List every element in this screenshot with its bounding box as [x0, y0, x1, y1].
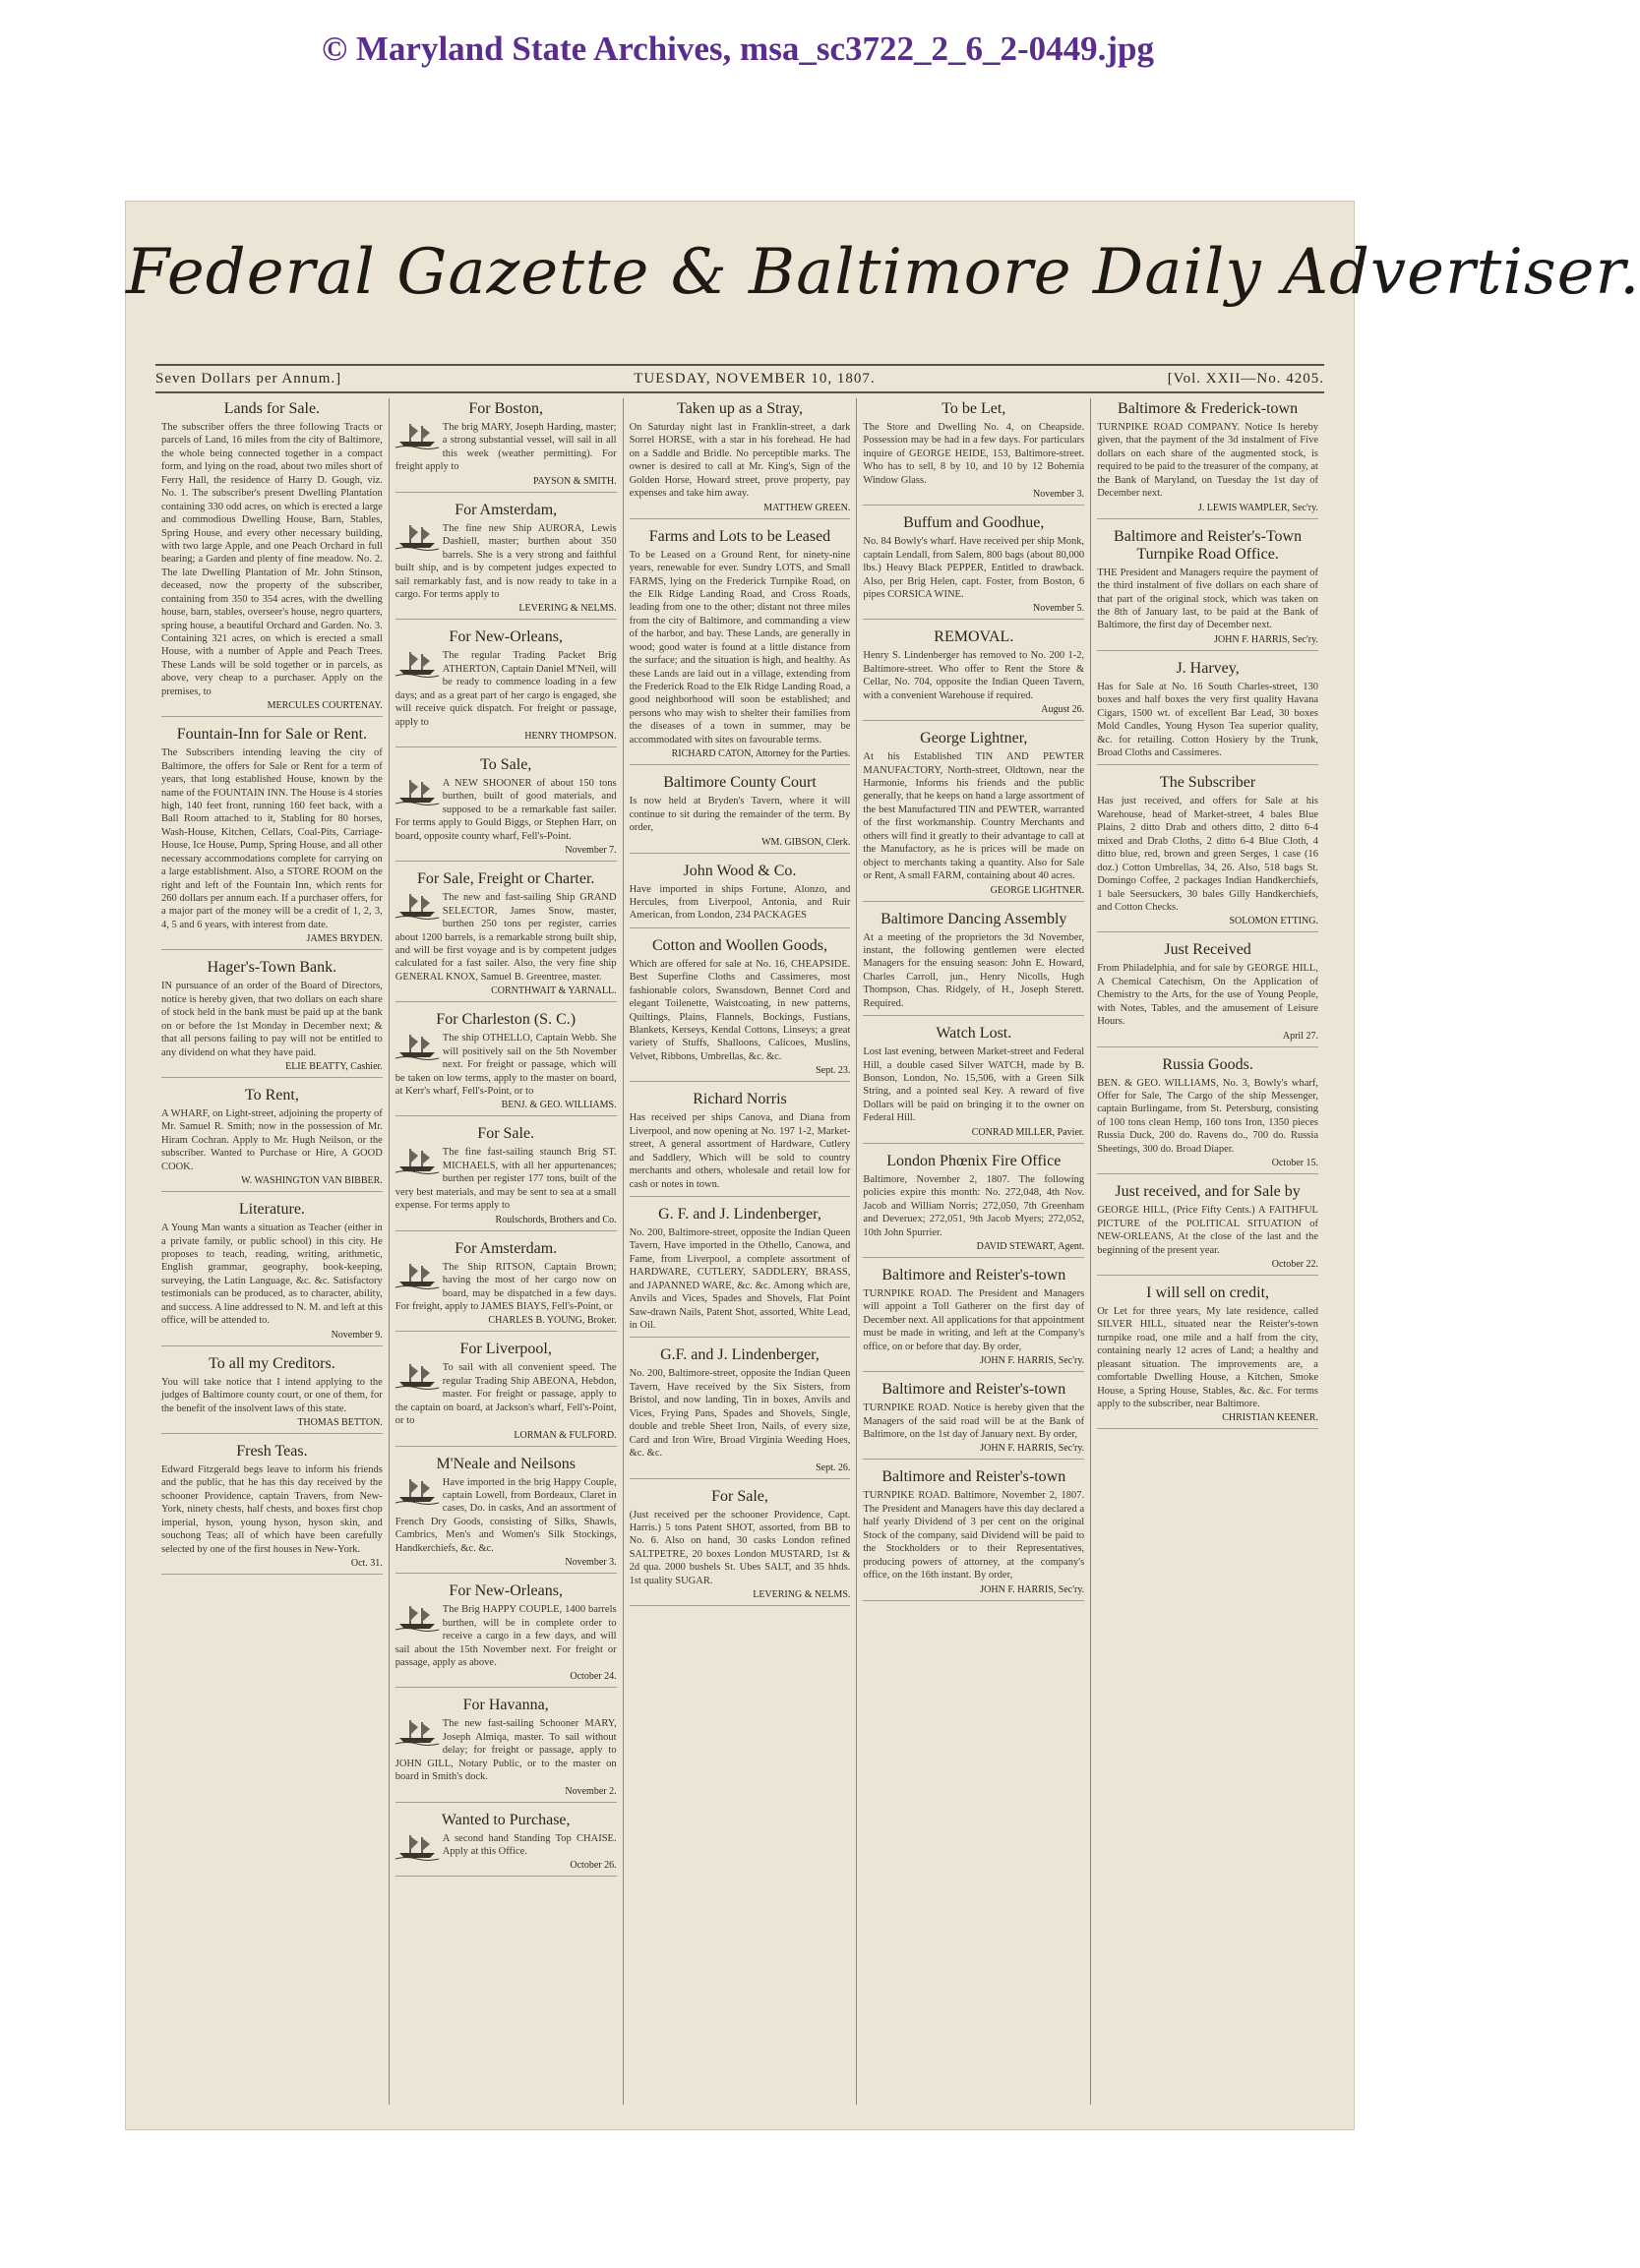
advertisement-title: M'Neale and Neilsons [436, 1455, 576, 1472]
advertisement-body: TURNPIKE ROAD. The President and Managers will appoint a Toll Gatherer on the first day of December next. All applications for that appointment must be made in writing, and left at the Company's office, on or before that day. By order, [863, 1287, 1085, 1352]
advertisement-body: A WHARF, on Light-street, adjoining the property of Mr. Samuel R. Smith; now in the possession of Mr. Hiram Cochran. Apply to Mr. Hugh Neilson, or the subscriber. Wanted to Purchase or Hire, A GOOD COOK. [161, 1107, 383, 1172]
advertisement-body: To be Leased on a Ground Rent, for ninety-nine years, renewable for ever. Sundry LOTS, and Small FARMS, lying on the Frederick Turnpike Road, on the Elk Ridge Landing Road, and Cross Roads, leading from one to the other; distant not three miles from the city of Baltimore, and commanding a view of the harbor, and bay. These Lands, are generally in wood; good water is found at a little distance from the surface; and the situation is high, and healthy. As these Lands are laid out in a village, extending from the Frederick Road to the Elk Ridge Landing Road, a good neighborhood will soon be established; and persons who may wish to shelter their families from the diseases of a town in summer, may be accommodated with sites on favourable terms. [629, 549, 851, 746]
advertisement [630, 528, 851, 766]
advertisement-title: G.F. and J. Lindenberger, [660, 1346, 820, 1364]
advertisement [161, 400, 383, 717]
advertisement [161, 1443, 383, 1575]
advertisement [630, 1346, 851, 1478]
advertisement-title: For Amsterdam. [455, 1239, 558, 1257]
advertisement-body: Have imported in ships Fortune, Alonzo, and Hercules, from Liverpool, Antonia, and Ruir American, from London, 234 PACKAGES [629, 883, 851, 922]
advertisement-body: BEN. & GEO. WILLIAMS, No. 3, Bowly's wharf, Offer for Sale, The Cargo of the ship Messenger, captain Burlingame, from St. Petersburg, consisting of 100 tons clean Hemp, 160 tons Iron, 1350 pieces Russia Duck, 200 do. Ravens do., 700 do. Russia Sheetings, 300 do. Broad Diaper. [1097, 1077, 1318, 1155]
advertisement-signature: MATTHEW GREEN. [763, 502, 851, 513]
advertisement [630, 400, 851, 519]
advertisement [395, 870, 617, 1002]
advertisement [630, 937, 851, 1083]
advertisement-title: Baltimore Dancing Assembly [881, 910, 1067, 927]
advertisement-body: A second hand Standing Top CHAISE. Apply at this Office. [442, 1832, 617, 1857]
advertisement [630, 1206, 851, 1339]
ship-icon [395, 891, 439, 919]
advertisement-title: For Liverpool, [459, 1341, 552, 1358]
advertisement-signature: JAMES BRYDEN. [306, 933, 383, 945]
advertisement-title: G. F. and J. Lindenberger, [658, 1205, 821, 1223]
ship-icon [395, 522, 439, 550]
advertisement [1097, 400, 1318, 519]
advertisement-body: THE President and Managers require the payment of the third instalment of five dollars on each share of that part of the original stock, which was taken on the 8th of January last, to be paid at the Bank of Baltimore, the first day of December next. [1097, 567, 1318, 631]
advertisement-body: At a meeting of the proprietors the 3d November, instant, the following gentlemen were elected Managers for the ensuing season: John E. Howard, Charles Carroll, jun., Henry Nicolls, Hugh Thompson, Chas. Ridgely, of H., Joseph Sterett. Required. [863, 931, 1085, 1009]
advertisement [161, 726, 383, 950]
advertisement [161, 1087, 383, 1192]
advertisement-signature: HENRY THOMPSON. [524, 731, 617, 742]
advertisement [395, 1456, 617, 1575]
advertisement-signature: LEVERING & NELMS. [518, 603, 617, 615]
advertisement-signature: JOHN F. HARRIS, Sec'ry. [980, 1355, 1085, 1367]
advertisement [161, 959, 383, 1078]
advertisement-title: J. Harvey, [1176, 659, 1240, 677]
advertisement-signature: November 2. [565, 1785, 617, 1797]
advertisement [630, 1488, 851, 1607]
volume-number: [Vol. XXII—No. 4205. [1167, 370, 1324, 387]
advertisement-body: The new and fast-sailing Ship GRAND SELECTOR, James Snow, master, burthen 250 tons per register, carries about 1200 barrels, is a remarkable strong built ship, and will be first voyage and is by competent judges calculated for a fast sailer. Also, the very fine ship GENERAL KNOX, Samuel B. Greentree, master. [395, 892, 617, 983]
advertisement-title: To Sale, [480, 756, 532, 773]
advertisement-title: Hager's-Town Bank. [207, 959, 337, 977]
advertisement-signature: October 22. [1271, 1258, 1318, 1270]
advertisement-title: For New-Orleans, [449, 1582, 563, 1600]
advertisement-title: To Rent, [244, 1086, 299, 1104]
advertisement-body: Edward Fitzgerald begs leave to inform his friends and the public, that he has this day received by the schooner Providence, captain Travers, from New-York, ninety chests, half chests, and boxes first chop imperial, hyson, young hyson, hyson skin, and souchong Teas; all of which have been carefully selected by one of the first houses in New-York. [161, 1463, 383, 1555]
advertisement-body: A Young Man wants a situation as Teacher (either in a private family, or public school) in this city. He proposes to teach, reading, writing, arithmetic, English grammar, geography, book-keeping, surveying, the Latin Language, &c. &c. Satisfactory testimonials can be produced, as to character, ability, and success. A line addressed to N. M. and left at this office, will be attended to. [161, 1223, 383, 1327]
advertisement-body: No. 200, Baltimore-street, opposite the Indian Queen Tavern, Have received by the Six Sisters, from Bristol, and now landing, Tin in boxes, Anvils and Vices, Frying Pans, Spades and Shovels, Single, double and treble Sheet Iron, Nails, of every size, Card and Iron Wire, Broad Virginia Weeding Hoes, &c. &c. [629, 1368, 851, 1460]
columns-container [155, 398, 1324, 2105]
advertisement-signature: JOHN F. HARRIS, Sec'ry. [1214, 633, 1318, 645]
advertisement-signature: WM. GIBSON, Clerk. [761, 836, 851, 848]
advertisement-signature: CHARLES B. YOUNG, Broker. [488, 1315, 617, 1327]
ship-icon [395, 1032, 439, 1059]
ship-icon [395, 1603, 439, 1631]
advertisement-body: TURNPIKE ROAD COMPANY. Notice Is hereby given, that the payment of the 3d instalment of Five dollars on each share of the augmented stock, is required to be paid to the treasurer of the company, at the Bank of Maryland, on Tuesday the 1st day of December next. [1097, 422, 1318, 500]
advertisement-title: Literature. [238, 1201, 305, 1219]
ship-icon [395, 1361, 439, 1389]
advertisement [161, 1201, 383, 1346]
advertisement-body: Has just received, and offers for Sale at his Warehouse, head of Market-street, 4 bales Blue Plains, 2 ditto Drab and others ditto, 2 ditto 6-4 mixed and Drab Cloths, 2 ditto 6-4 Blue Cloth, 4 ditto blue, red, brown and green Serges, 1 case (16 doz.) Cotton Umbrellas, 34, 26. Also, 518 bags St. Domingo Coffee, 2 packages Indian Handkerchiefs, 1 bale Seersuckers, 30 bales Gilly Handkerchiefs, and Cotton Checks. [1097, 796, 1318, 913]
advertisement-signature: J. LEWIS WAMPLER, Sec'ry. [1197, 502, 1318, 513]
advertisement-title: John Wood & Co. [683, 862, 797, 879]
advertisement-signature: Oct. 31. [350, 1558, 383, 1569]
ship-icon [395, 1832, 439, 1860]
masthead [126, 236, 1640, 354]
advertisement [395, 1125, 617, 1230]
advertisement [395, 1812, 617, 1878]
advertisement-signature: LORMAN & FULFORD. [514, 1429, 617, 1441]
advertisement-title: Baltimore and Reister's-town [881, 1468, 1066, 1486]
advertisement [630, 863, 851, 928]
advertisement-title: Buffum and Goodhue, [903, 514, 1045, 532]
advertisement [395, 502, 617, 621]
advertisement-signature: CONRAD MILLER, Pavier. [971, 1126, 1085, 1138]
advertisement-signature: JOHN F. HARRIS, Sec'ry. [980, 1443, 1085, 1455]
advertisement [395, 1341, 617, 1446]
advertisement-title: Russia Goods. [1162, 1055, 1253, 1073]
advertisement-body: Baltimore, November 2, 1807. The following policies expire this month: No. 272,048, 4th Nov. Jacob and William Norris; 272,050, 7th Greenham and Deveruex; 272,051, 9th Jacob Myers; 272,052, 10th John Spurrier. [863, 1173, 1085, 1238]
column-1 [155, 398, 390, 2105]
advertisement-title: Baltimore and Reister's-Town Turnpike Road Office. [1114, 527, 1303, 563]
advertisement [395, 1697, 617, 1802]
advertisement-body: The ship OTHELLO, Captain Webb. She will positively sail on the 5th November next. For freight or passage, which will be taken on low terms, apply to the master on board, at Kerr's wharf, Fell's-Point, or to [395, 1033, 617, 1097]
advertisement-body: (Just received per the schooner Providence, Capt. Harris.) 5 tons Patent SHOT, assorted, from BB to No. 6. Also on hand, 30 casks London refined SALTPETRE, 20 boxes London MUSTARD, 1st & 2d qua. 2000 bushels St. Ubes SALT, and 35 hhds. 1st quality SUGAR. [629, 1509, 851, 1586]
advertisement-body: TURNPIKE ROAD. Notice is hereby given that the Managers of the said road will be at the Bank of Baltimore, on the 1st day of January next. By order, [863, 1403, 1085, 1440]
advertisement-signature: November 3. [1032, 489, 1085, 501]
advertisement-title: To all my Creditors. [209, 1354, 335, 1372]
ship-icon [395, 1146, 439, 1173]
dateline [155, 364, 1324, 393]
advertisement-title: Fountain-Inn for Sale or Rent. [176, 726, 368, 744]
advertisement [630, 1091, 851, 1197]
ship-icon [395, 421, 439, 448]
advertisement-body: Is now held at Bryden's Tavern, where it will continue to sit during the remainder of the term. By order, [629, 796, 851, 834]
advertisement-body: Or Let for three years, My late residence, called SILVER HILL, situated near the Reister's-town turnpike road, one mile and a half from the city, containing nearly 12 acres of Land; a healthy and pleasant situation. The improvements are, a comfortable Dwelling House, a Kitchen, Smoke House, a Spring House, Stables, &c. &c. For terms apply to the subscriber, near Baltimore. [1097, 1305, 1318, 1409]
ship-icon [395, 1717, 439, 1745]
advertisement-title: Cotton and Woollen Goods, [652, 936, 827, 954]
advertisement-title: Richard Norris [693, 1091, 787, 1108]
advertisement-title: For Charleston (S. C.) [436, 1011, 577, 1029]
advertisement-body: From Philadelphia, and for sale by GEORGE HILL, A Chemical Catechism, On the Application of Chemistry to the Arts, for the use of Young People, with Notes, Tables, and the amusement of Leisure Hours. [1097, 963, 1318, 1028]
advertisement [1097, 1056, 1318, 1175]
advertisement-signature: MERCULES COURTENAY. [267, 700, 383, 712]
advertisement-signature: SOLOMON ETTING. [1229, 916, 1318, 927]
advertisement-signature: BENJ. & GEO. WILLIAMS. [501, 1100, 617, 1111]
advertisement-body: The Subscribers intending leaving the city of Baltimore, the offers for Sale or Rent for a term of years, that long established House, known by the name of the FOUNTAIN INN. The House is 4 stories high, 140 feet front, running 160 feet back, with a Ball Room attached to it, Stabling for 80 horses, Wash-House, Kitchen, Cellars, Coal-Pits, Carriage-House, Ice House, Pump, Spring House, and all other necessary accommodations complete for carrying on a large establishment. Also, a STORE ROOM on the right and left of the Fountain Inn, which rents for 260 dollars per annum each. If a purchaser offers, for a major part of the money will be a credit of 1, 2, 3, 4, 5 and 6 years, with interest from date. [161, 747, 383, 930]
advertisement-title: REMOVAL. [934, 628, 1014, 646]
advertisement-signature: JOHN F. HARRIS, Sec'ry. [980, 1583, 1085, 1595]
column-5 [1091, 398, 1324, 2105]
subscription-price: Seven Dollars per Annum.] [155, 370, 342, 387]
advertisement-signature: CHRISTIAN KEENER. [1222, 1412, 1318, 1424]
advertisement-title: Baltimore & Frederick-town [1118, 400, 1299, 417]
advertisement [863, 1381, 1084, 1460]
advertisement-signature: Roulschords, Brothers and Co. [495, 1214, 617, 1225]
advertisement-signature: April 27. [1282, 1030, 1318, 1042]
advertisement [161, 1355, 383, 1434]
advertisement [863, 628, 1084, 721]
advertisement-body: Which are offered for sale at No. 16, CHEAPSIDE. Best Superfine Cloths and Cassimeres, most fashionable colors, Swansdown, Bennet Cord and elegant Toilenette, Waistcoating, in new patterns, Quiltings, Plains, Flannels, Bockings, Fustians, Blankets, Kerseys, Kendal Cottons, Linseys; a great variety of Stuffs, Shalloons, Calicoes, Muslins, Velvet, Ribbons, Umbrellas, &c. &c. [629, 958, 851, 1062]
advertisement-signature: November 7. [565, 845, 617, 857]
advertisement-signature: GEORGE LIGHTNER. [990, 884, 1085, 896]
advertisement-body: The Store and Dwelling No. 4, on Cheapside. Possession may be had in a few days. For particulars inquire of GEORGE HEIDE, 153, Baltimore-street. Who has to sell, 8 by 10, and 10 by 12 Bohemia Window Glass. [863, 422, 1085, 486]
advertisement [395, 1582, 617, 1688]
advertisement-title: Wanted to Purchase, [441, 1811, 571, 1828]
advertisement-title: To be Let, [941, 400, 1006, 417]
advertisement-title: Just Received [1164, 941, 1251, 959]
advertisement [1097, 941, 1318, 1046]
advertisement-title: Baltimore County Court [663, 774, 817, 792]
advertisement [1097, 660, 1318, 766]
advertisement-title: I will sell on credit, [1146, 1283, 1270, 1301]
advertisement-signature: October 24. [570, 1671, 617, 1683]
advertisement-body: Lost last evening, between Market-street and Federal Hill, a double cased Silver WATCH, made by B. Bonson, London, No. 15,506, with a Green Silk String, and a pointed seal Key. A reward of five Dollars will be paid on bringing it to the owner on Federal Hill. [863, 1046, 1085, 1124]
advertisement [1097, 774, 1318, 932]
advertisement-body: No. 84 Bowly's wharf. Have received per ship Monk, captain Lendall, from Salem, 800 bags (about 80,000 lbs.) Heavy Black PEPPER, Entitled to drawback. Also, per Brig Helen, capt. Foster, from Boston, 6 pipes CORSICA WINE. [863, 536, 1085, 600]
advertisement-signature: CORNTHWAIT & YARNALL. [491, 985, 617, 997]
advertisement-signature: November 9. [331, 1329, 383, 1341]
advertisement-title: The Subscriber [1159, 774, 1256, 792]
advertisement-title: Fresh Teas. [236, 1442, 308, 1460]
ship-icon [395, 1476, 439, 1504]
advertisement-body: The brig MARY, Joseph Harding, master; a strong substantial vessel, will sail in all this week (weather permitting). For freight apply to [395, 422, 617, 473]
advertisement-signature: November 5. [1032, 603, 1085, 615]
advertisement-title: For Havanna, [462, 1697, 549, 1714]
masthead-title: Federal Gazette & Baltimore Daily Advertiser. [126, 236, 1640, 309]
advertisement-title: For New-Orleans, [449, 628, 563, 646]
advertisement-body: The Ship RITSON, Captain Brown; having the most of her cargo now on board, may be dispatched in a few days. For freight, apply to JAMES BIAYS, Fell's-Point, or [395, 1261, 617, 1312]
advertisement [395, 628, 617, 747]
advertisement-signature: October 15. [1271, 1158, 1318, 1169]
advertisement-body: Henry S. Lindenberger has removed to No. 200 1-2, Baltimore-street. Who offer to Rent the Store & Cellar, No. 704, opposite the Indian Queen Tavern, with a convenient Warehouse if required. [863, 650, 1085, 701]
advertisement-body: No. 200, Baltimore-street, opposite the Indian Queen Tavern, Have imported in the Othello, Canowa, and Fame, from Liverpool, a complete assortment of HARDWARE, CUTLERY, SADDLERY, BRASS, and JAPANNED WARE, &c. &c. Among which are, Anvils and Vices, Spades and Shovels, Flat Point Saw-drawn Nails, Patent Shot, assorted, White Lead, in Oil. [629, 1226, 851, 1331]
advertisement [863, 514, 1084, 620]
advertisement-title: For Sale. [477, 1125, 535, 1143]
advertisement-title: Baltimore and Reister's-town [881, 1381, 1066, 1399]
advertisement-title: Baltimore and Reister's-town [881, 1266, 1066, 1283]
advertisement-body: TURNPIKE ROAD. Baltimore, November 2, 1807. The President and Managers have this day declared a half yearly Dividend of 3 per cent on the original Stock of the company, said Dividend will be paid to the Stockholders or to their Representatives, producing powers of attorney, at the company's office, on the 16th instant. By order, [863, 1490, 1085, 1582]
advertisement-signature: ELIE BEATTY, Cashier. [285, 1060, 383, 1072]
advertisement-body: Has received per ships Canova, and Diana from Liverpool, and now opening at No. 197 1-2, Market-street, A general assortment of Hardware, Cutlery and Saddlery, Which will be sold to country merchants and others, wholesale and retail low for cash or notes in town. [629, 1112, 851, 1190]
newspaper-page [126, 202, 1640, 2129]
advertisement [863, 1267, 1084, 1372]
advertisement-signature: October 26. [570, 1860, 617, 1872]
advertisement-body: The fine fast-sailing staunch Brig ST. MICHAELS, with all her appurtenances; burthen per register 177 tons, built of the very best materials, and may be sent to sea at a small expense. For terms apply to [395, 1147, 617, 1212]
advertisement-title: For Boston, [468, 400, 543, 417]
archive-watermark-text: © Maryland State Archives, msa_sc3722_2_6_2-0449.jpg [321, 30, 1154, 68]
advertisement [1097, 1284, 1318, 1430]
advertisement-body: You will take notice that I intend applying to the judges of Baltimore county court, or one of them, for the benefit of the insolvent laws of this state. [161, 1376, 383, 1414]
column-4 [857, 398, 1091, 2105]
advertisement-title: Lands for Sale. [223, 400, 321, 417]
advertisement-title: Farms and Lots to be Leased [648, 527, 831, 545]
advertisement [395, 756, 617, 862]
advertisement-title: Just received, and for Sale by [1115, 1183, 1301, 1201]
ship-icon [395, 777, 439, 805]
advertisement [863, 1153, 1084, 1258]
advertisement-signature: DAVID STEWART, Agent. [976, 1240, 1085, 1252]
ship-icon [395, 1261, 439, 1288]
advertisement-signature: November 3. [565, 1557, 617, 1569]
advertisement-body: On Saturday night last in Franklin-street, a dark Sorrel HORSE, with a star in his forehead. He had on a Saddle and Bridle. No perceptible marks. The owner is desired to call at Mr. King's, Sign of the Golden Horse, Howard street, prove property, pay expenses and take him away. [629, 422, 851, 500]
advertisement-body: The subscriber offers the three following Tracts or parcels of Land, 16 miles from the city of Baltimore, the whole being connected together in a compact form, and lying on the road, about two miles short of Ferry Hall, the residence of Harry D. Gough, viz. No. 1. The subscriber's present Dwelling Plantation containing 330 odd acres, on which is erected a large and commodious Dwelling House, Barn, Stables, Spring House, and every other necessary building, with two large Apple, and one Peach Orchard in full bearing; a Garden and plenty of fine meadow. No. 2. The late Dwelling Plantation of Mr. John Stinson, deceased, now the property of the subscriber, containing from 350 to 354 acres, with the dwelling house, barn, stables, overseer's house, negro quarters, spring house, a beautiful Orchard and Garden. No. 3. Containing 321 acres, on which is erected a small House, with a number of Apple and Peach Trees. These Lands will be sold together or in parcels, as above, very cheap to a purchaser. Apply on the premises, to [161, 422, 383, 697]
advertisement-title: George Lightner, [920, 730, 1028, 747]
advertisement-signature: PAYSON & SMITH. [533, 475, 617, 487]
advertisement-signature: Sept. 26. [816, 1462, 851, 1473]
advertisement-signature: Sept. 23. [816, 1065, 851, 1077]
advertisement [1097, 528, 1318, 651]
column-3 [624, 398, 858, 2105]
issue-date: TUESDAY, NOVEMBER 10, 1807. [634, 370, 876, 387]
advertisement-body: The Brig HAPPY COUPLE, 1400 barrels burthen, will be in complete order to receive a cargo in a few days, and will sail about the 15th November next. For freight or passage, apply as above. [395, 1604, 617, 1668]
advertisement-body: The new fast-sailing Schooner MARY, Joseph Almiqa, master. To sail without delay; for freight or passage, apply to JOHN GILL, Notary Public, or to the master on board in Smith's dock. [395, 1718, 617, 1783]
advertisement-body: At his Established TIN AND PEWTER MANUFACTORY, North-street, Oldtown, near the Harmonie, Informs his friends and the public generally, that he keeps on hand a large assortment of the best Manufactured TIN and PEWTER, warranted of the first workmanship. Country Merchants and others will find it greatly to their advantage to call at the Manufactory, as he is prices will be made on object to merchants taking a quantity. Also for Sale or Rent, A small FARM, containing about 40 acres. [863, 751, 1085, 882]
column-2 [390, 398, 624, 2105]
advertisement-signature: THOMAS BETTON. [297, 1416, 383, 1428]
advertisement-body: A NEW SHOONER of about 150 tons burthen, built of good materials, and supposed to be a remarkable fast sailer. For terms apply to Gould Biggs, or Stephen Harr, on board, opposite county wharf, Fell's-Point. [395, 778, 617, 842]
advertisement [395, 1011, 617, 1116]
advertisement-title: London Phœnix Fire Office [886, 1152, 1062, 1169]
advertisement-body: IN pursuance of an order of the Board of Directors, notice is hereby given, that two dollars on each share of stock held in the bank must be paid up at the bank on or before the 1st Monday in December next; & that all persons failing to pay will not be entitled to any dividend on what they have paid. [161, 981, 383, 1058]
advertisement [863, 730, 1084, 901]
advertisement-signature: August 26. [1041, 704, 1085, 716]
advertisement-title: Taken up as a Stray, [676, 400, 803, 417]
advertisement-body: Have imported in the brig Happy Couple, captain Lowell, from Bordeaux, Claret in cases, Do. in casks, And an assortment of French Dry Goods, consisting of Silks, Shawls, Cambrics, Men's and Women's Silk Stockings, Handkerchiefs, &c. &c. [395, 1476, 617, 1554]
advertisement-body: GEORGE HILL, (Price Fifty Cents.) A FAITHFUL PICTURE of the POLITICAL SITUATION of NEW-ORLEANS, At the close of the last and the beginning of the present year. [1097, 1205, 1318, 1256]
ship-icon [395, 649, 439, 677]
advertisement [395, 1240, 617, 1333]
advertisement-body: The fine new Ship AURORA, Lewis Dashiell, master; burthen about 350 barrels. She is a very strong and faithful built ship, and is by competent judges expected to sail remarkably fast, and is now ready to take in a cargo. For terms apply to [395, 522, 617, 600]
advertisement [630, 774, 851, 853]
advertisement-signature: W. WASHINGTON VAN BIBBER. [241, 1175, 383, 1187]
advertisement [1097, 1183, 1318, 1276]
advertisement [863, 400, 1084, 506]
advertisement-signature: LEVERING & NELMS. [753, 1589, 851, 1601]
advertisement-title: Watch Lost. [936, 1025, 1012, 1043]
advertisement-signature: RICHARD CATON, Attorney for the Parties. [671, 748, 851, 760]
advertisement [863, 911, 1084, 1017]
advertisement-title: For Sale, Freight or Charter. [416, 870, 595, 888]
advertisement [863, 1025, 1084, 1144]
advertisement-body: The regular Trading Packet Brig ATHERTON, Captain Daniel M'Neil, will be ready to commence loading in a few days; and as a great part of her cargo is engaged, she will receive quick dispatch. For freight or passage, apply to [395, 650, 617, 728]
advertisement [395, 400, 617, 493]
advertisement-title: For Amsterdam, [455, 501, 558, 518]
archive-watermark-banner [0, 0, 1476, 98]
advertisement-body: To sail with all convenient speed. The regular Trading Ship ABEONA, Hebdon, master. For freight or passage, apply to the captain on board, at Jackson's wharf, Fell's-Point, or to [395, 1362, 617, 1427]
advertisement-body: Has for Sale at No. 16 South Charles-street, 130 boxes and half boxes the very first quality Havana Cigars, 1500 wt. of excellent Bar Lead, 30 boxes Mold Candles, Young Hyson Tea superior quality, &c. for retailing. Cotton Hosiery by the Trunk, Broad Cloths and Cassimeres. [1097, 681, 1318, 758]
advertisement-title: For Sale, [711, 1487, 768, 1505]
advertisement [863, 1468, 1084, 1600]
